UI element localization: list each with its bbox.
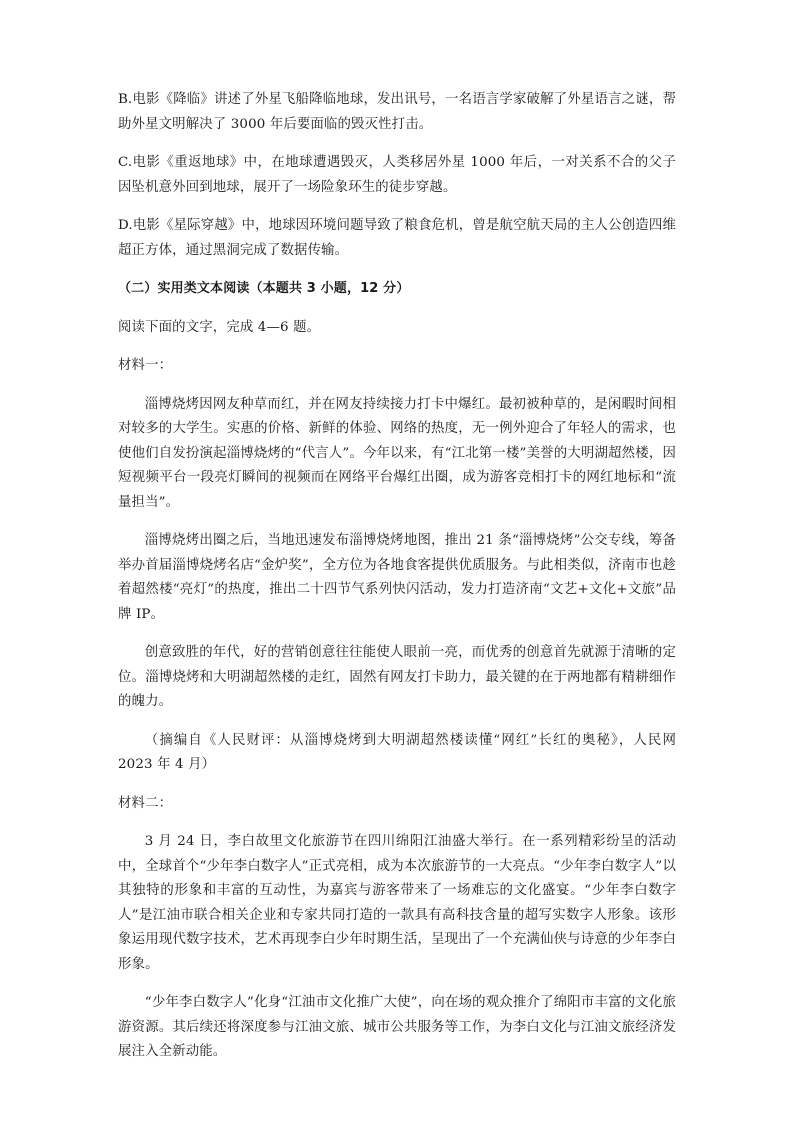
- material1-paragraph: 淄博烧烤因网友种草而红，并在网友持续接力打卡中爆红。最初被种草的，是闲暇时间相对较多的大学生。实惠的价格、新鲜的体验、网络的热度，无一例外迎合了年轻人的需求，也使他们自发扮演起淄博烧烤的“代言人”。今年以来，有“江北第一楼”美誉的大明湖超然楼，因短视频平台一段亮灯瞬间的视频而在网络平台爆红出圈，成为游客竞相打卡的网红地标和“流量担当”。: [118, 396, 676, 510]
- option-c: C.电影《重返地球》中，在地球遭遇毁灭，人类移居外星 1000 年后，一对关系不合的父子因坠机意外回到地球，展开了一场险象环生的徒步穿越。: [118, 155, 676, 195]
- material1-paragraph: 创意致胜的年代，好的营销创意往往能使人眼前一亮，而优秀的创意首先就源于清晰的定位。淄博烧烤和大明湖超然楼的走红，固然有网友打卡助力，最关键的在于两地都有精耕细作的魄力。: [118, 645, 676, 709]
- option-b: B.电影《降临》讲述了外星飞船降临地球，发出讯号，一名语言学家破解了外星语言之谜，帮助外星文明解决了 3000 年后要面临的毁灭性打击。: [118, 92, 676, 132]
- instruction: 阅读下面的文字，完成 4—6 题。: [118, 319, 321, 335]
- section-heading: （二）实用类文本阅读（本题共 3 小题，12 分）: [118, 281, 410, 296]
- material2-label: 材料二：: [118, 795, 173, 811]
- material1-label: 材料一：: [118, 358, 173, 373]
- material1-source: （摘编自《人民财评：从淄博烧烤到大明湖超然楼读懂“网红”长红的奥秘》，人民网 2023 年 4 月）: [118, 732, 676, 772]
- material2-paragraph: “少年李白数字人”化身“江油市文化推广大使”，向在场的观众推介了绵阳市丰富的文化旅游资源。其后续还将深度参与江油文旅、城市公共服务等工作，为李白文化与江油文旅经济发展注入全新动能。: [118, 995, 676, 1059]
- option-d: D.电影《星际穿越》中，地球因环境问题导致了粮食危机，曾是航空航天局的主人公创造四维超正方体，通过黑洞完成了数据传输。: [118, 218, 676, 258]
- material1-paragraph: 淄博烧烤出圈之后，当地迅速发布淄博烧烤地图，推出 21 条“淄博烧烤”公交专线，筹备举办首届淄博烧烤名店“金炉奖”，全方位为各地食客提供优质服务。与此相类似，济南市也趁着超然楼“亮灯”的热度，推出二十四节气系列快闪活动，发力打造济南“文艺+文化+文旅”品牌 IP。: [118, 533, 676, 622]
- material2-paragraph: 3 月 24 日，李白故里文化旅游节在四川绵阳江油盛大举行。在一系列精彩纷呈的活动中，全球首个“少年李白数字人”正式亮相，成为本次旅游节的一大亮点。“少年李白数字人”以其独特的形象和丰富的互动性，为嘉宾与游客带来了一场难忘的文化盛宴。“少年李白数字人”是江油市联合相关企业和专家共同打造的一款具有高科技含量的超写实数字人形象。该形象运用现代数字技术，艺术再现李白少年时期生活，呈现出了一个充满仙侠与诗意的少年李白形象。: [118, 834, 676, 972]
- document-page: [118, 88, 676, 1079]
